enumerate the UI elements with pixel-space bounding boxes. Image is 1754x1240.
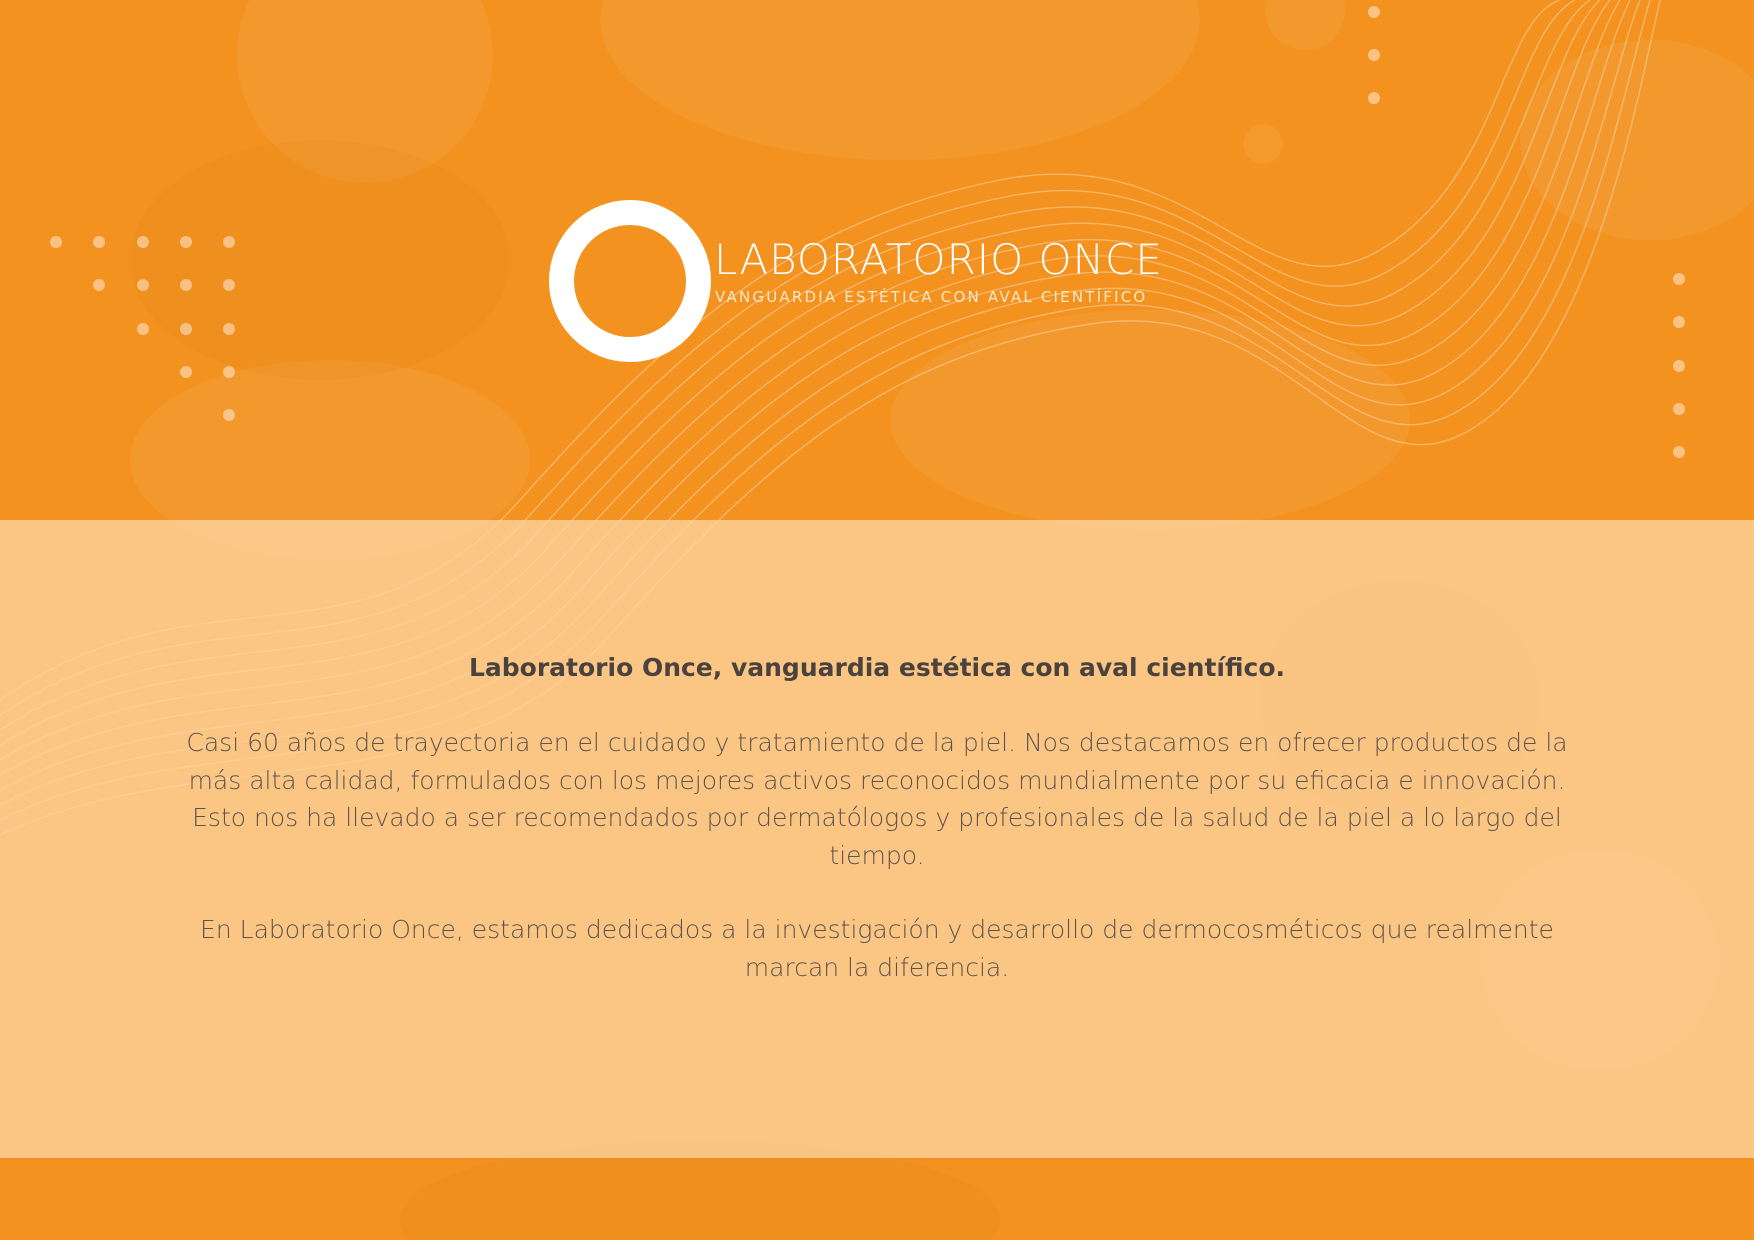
dot-column-top xyxy=(1368,6,1380,104)
brand-logo xyxy=(549,203,1209,343)
dot-column-right xyxy=(1673,273,1685,458)
brand-name: LABORATORIO ONCE xyxy=(714,235,1163,284)
intro-paragraph-2: En Laboratorio Once, estamos dedicados a la investigación y desarrollo de dermocosméticos que realmente marcan la diferencia. xyxy=(200,915,1554,982)
intro-text xyxy=(180,648,1574,1023)
brand-tagline: VANGUARDIA ESTÉTICA CON AVAL CIENTÍFICO xyxy=(715,288,1148,306)
ring-icon xyxy=(549,200,711,362)
intro-heading: Laboratorio Once, vanguardia estética con aval científico. xyxy=(468,653,1286,682)
intro-paragraph-1: Casi 60 años de trayectoria en el cuidado y tratamiento de la piel. Nos destacamos en ofrecer productos de la más alta calidad, formulados con los mejores activos reconocidos mundialmente por su eficacia e innovación. Esto nos ha llevado a ser recomendados por dermatólogos y profesionales de la salud de la piel a lo largo del tiempo. xyxy=(186,728,1568,870)
